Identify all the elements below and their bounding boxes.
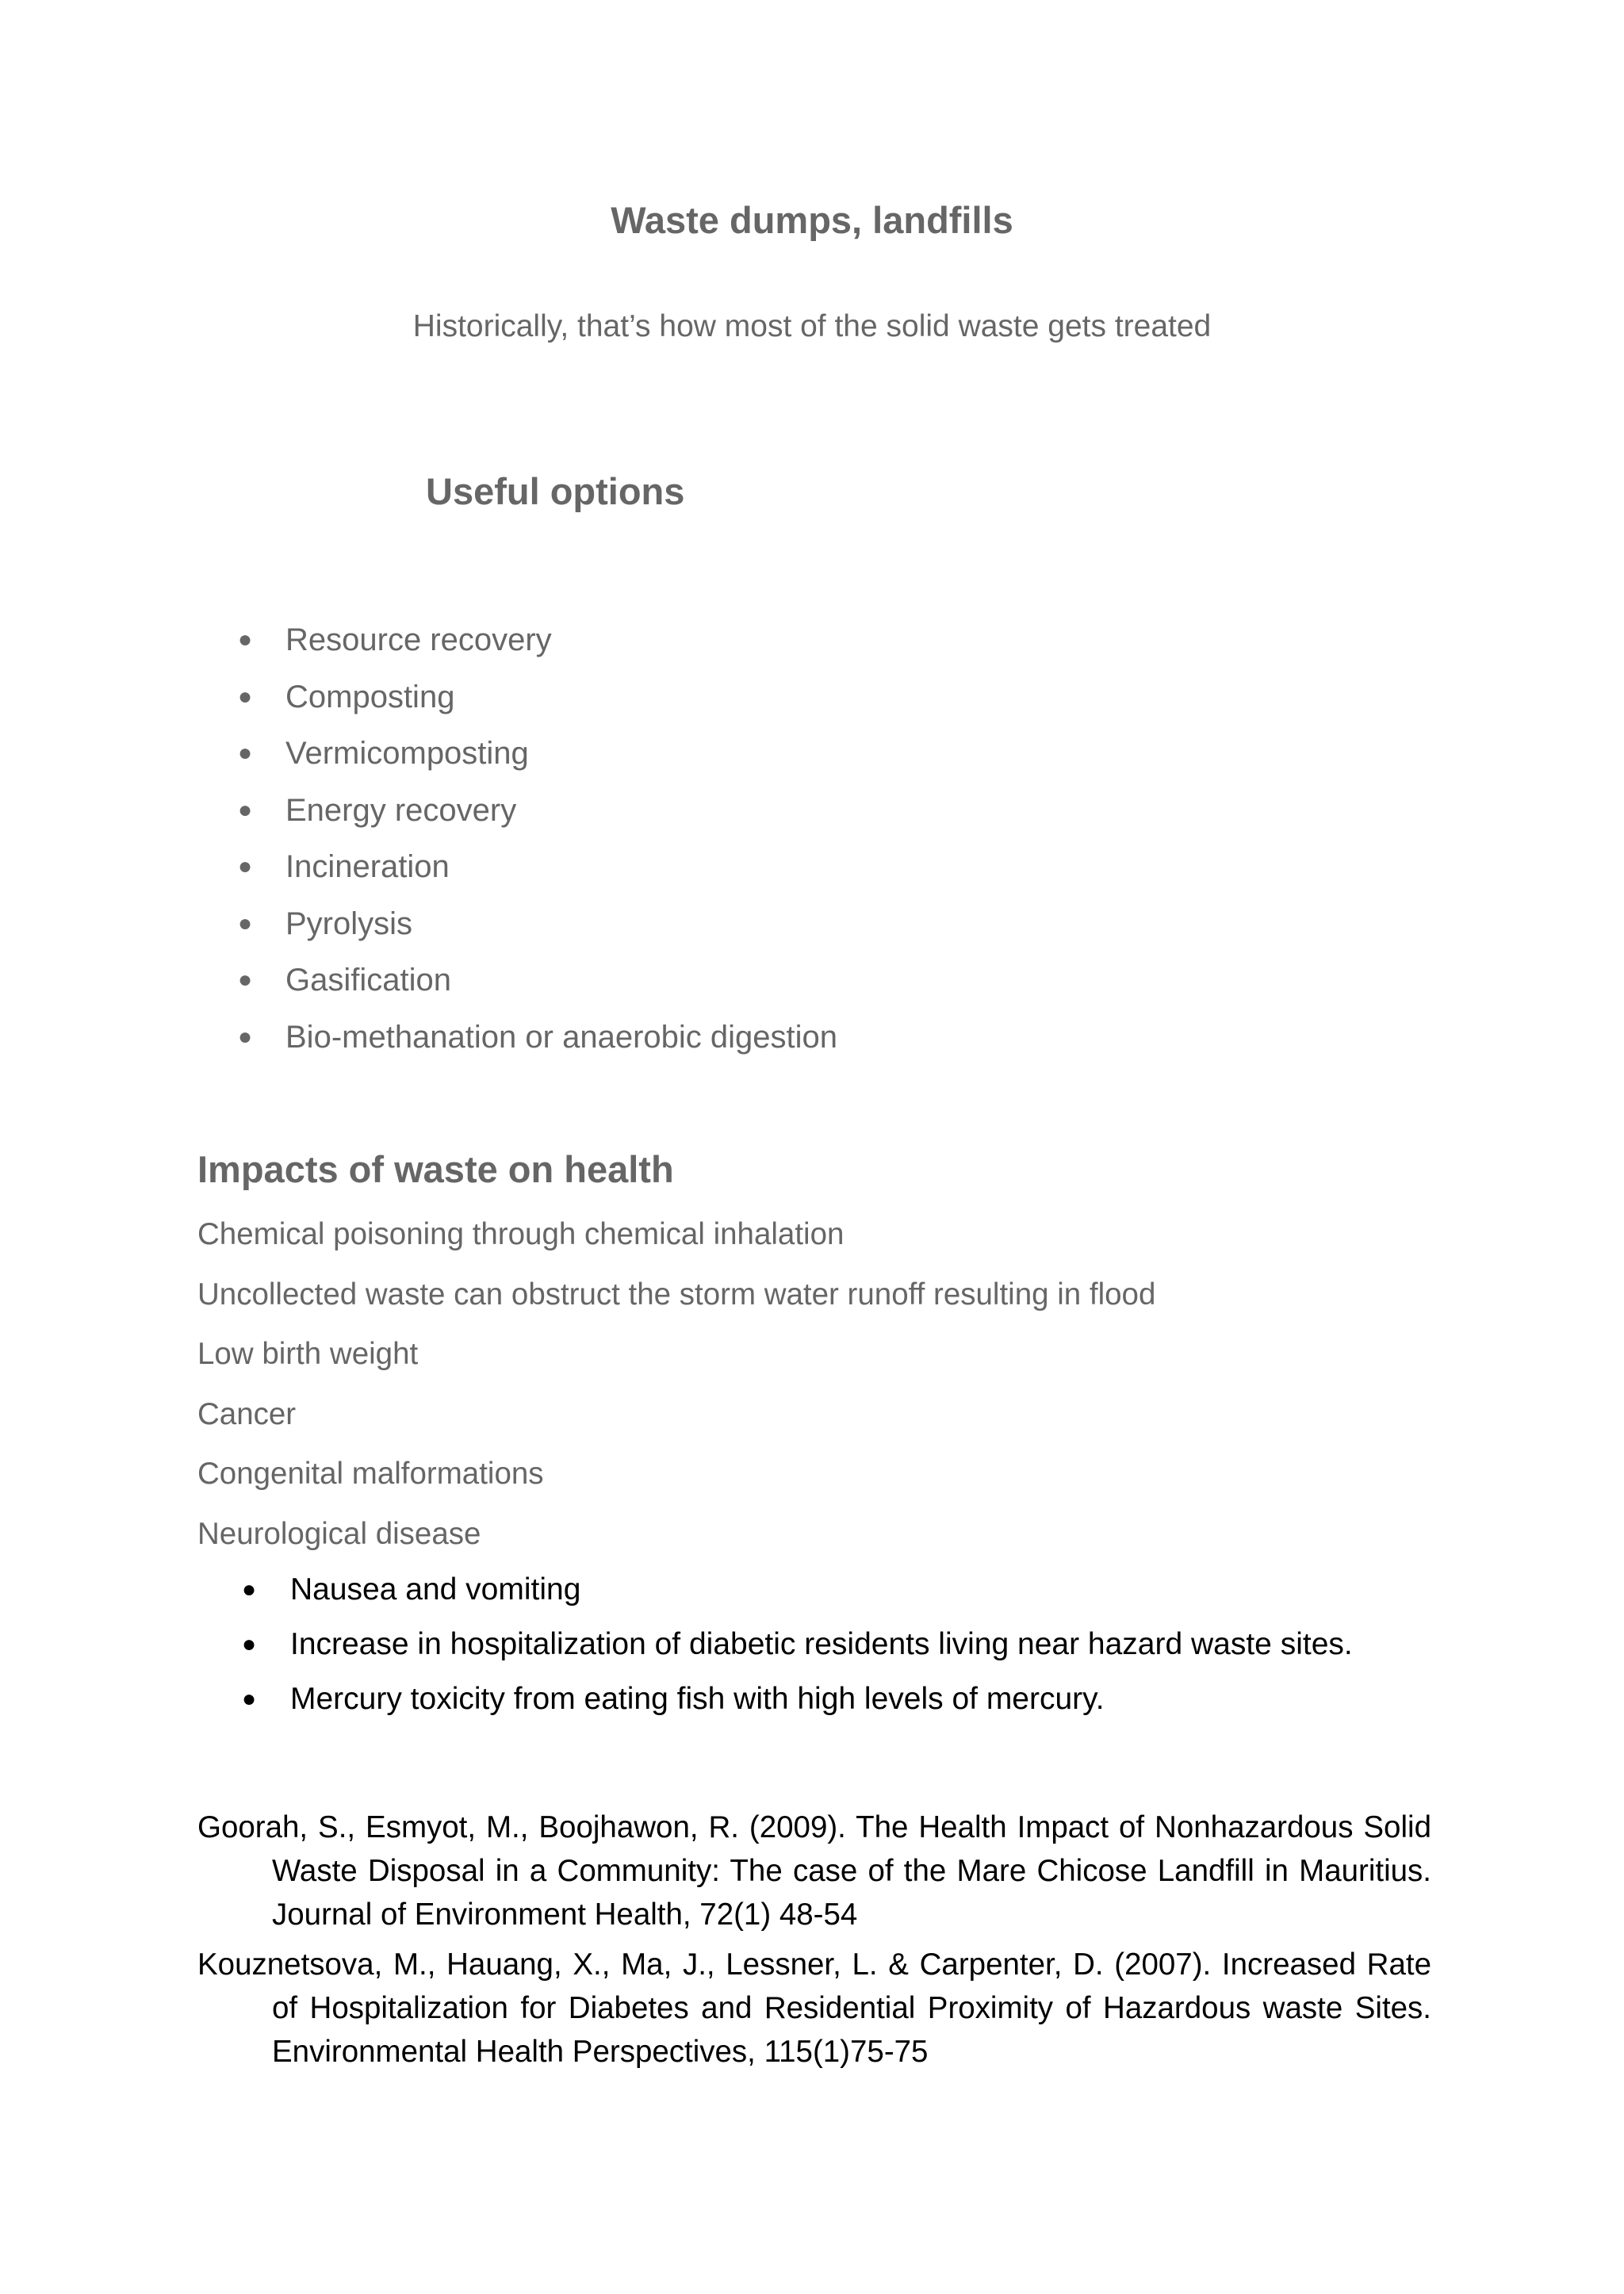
- impact-line: Cancer: [197, 1396, 297, 1431]
- bullet-icon: ●: [238, 683, 253, 710]
- impact-line: Chemical poisoning through chemical inhalation: [197, 1217, 845, 1251]
- list-item-text: Composting: [285, 679, 455, 714]
- list-item-text: Pyrolysis: [285, 906, 413, 941]
- bullet-icon: ●: [238, 910, 253, 936]
- list-item-text: Nausea and vomiting: [290, 1572, 581, 1607]
- impacts-heading: Impacts of waste on health: [197, 1148, 674, 1190]
- list-item-text: Incineration: [285, 849, 450, 884]
- impact-line: Neurological disease: [197, 1516, 481, 1551]
- bullet-icon: ●: [238, 740, 253, 766]
- page-title: Waste dumps, landfills: [611, 199, 1013, 241]
- bullet-icon: ●: [242, 1686, 257, 1712]
- page-subtitle: Historically, that’s how most of the solid waste gets treated: [412, 309, 1212, 343]
- list-item-text: Mercury toxicity from eating fish with high levels of mercury.: [290, 1682, 1105, 1716]
- impact-line: Uncollected waste can obstruct the storm water runoff resulting in flood: [197, 1277, 1156, 1312]
- references: [197, 1806, 1431, 2080]
- bullet-icon: ●: [242, 1576, 257, 1603]
- list-item-text: Bio-methanation or anaerobic digestion: [285, 1019, 837, 1055]
- list-item-text: Resource recovery: [285, 622, 552, 657]
- list-item-text: Increase in hospitalization of diabetic residents living near hazard waste sites.: [290, 1627, 1353, 1661]
- list-item-text: Energy recovery: [285, 792, 517, 828]
- impacts-lines: [197, 1213, 1155, 1573]
- impact-line: Low birth weight: [197, 1337, 419, 1372]
- bullet-icon: ●: [238, 967, 253, 993]
- bullet-icon: ●: [238, 796, 253, 823]
- reference-entry: Goorah, S., Esmyot, M., Boojhawon, R. (2009). The Health Impact of Nonhazardous Solid Waste Disposal in a Community: The case of the Mare Chicose Landfill in Mauritius. Journal of Environment Health, 72(1) 48-54: [197, 1810, 1431, 1932]
- bullet-icon: ●: [242, 1631, 257, 1657]
- reference-entry: Kouznetsova, M., Hauang, X., Ma, J., Lessner, L. & Carpenter, D. (2007). Increased Rate of Hospitalization for Diabetes and Residential Proximity of Hazardous waste Sites. Environmental Health Perspectives, 115(1)75-75: [197, 1947, 1431, 2069]
- impact-line: Congenital malformations: [197, 1457, 544, 1492]
- list-item-text: Vermicomposting: [285, 736, 529, 771]
- bullet-icon: ●: [238, 853, 253, 879]
- useful-options-heading: Useful options: [426, 470, 685, 512]
- list-item-text: Gasification: [285, 963, 451, 998]
- bullet-icon: ●: [238, 626, 253, 653]
- bullet-icon: ●: [238, 1023, 253, 1050]
